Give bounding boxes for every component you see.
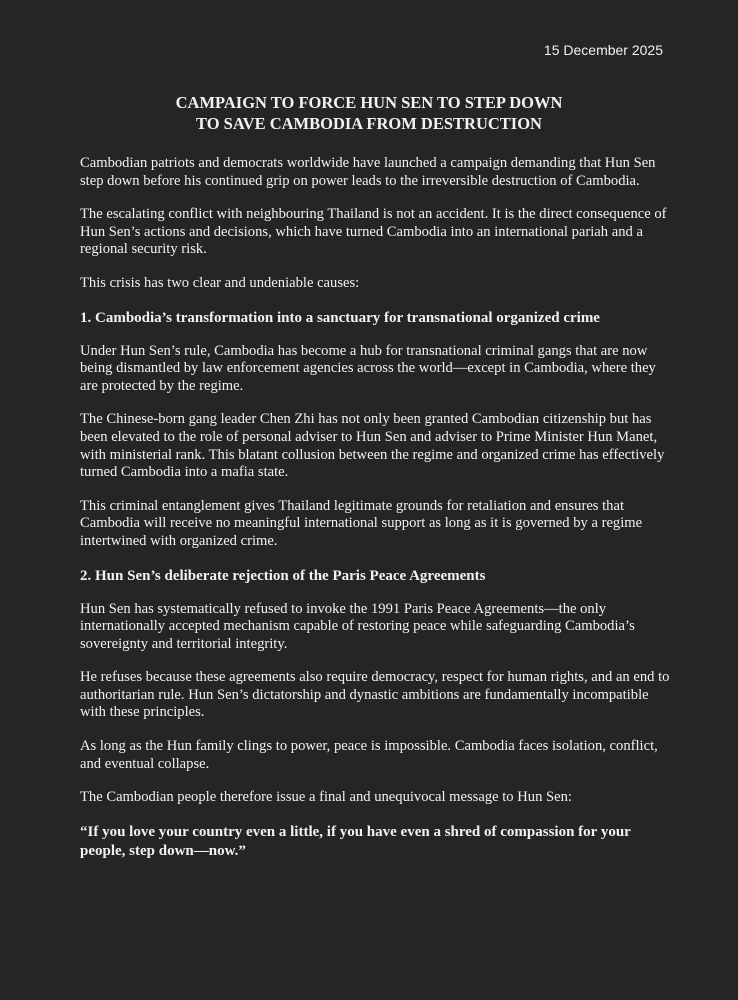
heading-cause-2: 2. Hun Sen’s deliberate rejection of the Paris Peace Agreements	[80, 567, 486, 584]
paragraph-criminal-hub: Under Hun Sen’s rule, Cambodia has become a hub for transnational criminal gangs that are now being dismantled by law enforcement agencies across the world—except in Cambodia, where they are protected by the regime.	[80, 342, 656, 394]
paragraph-chen-zhi: The Chinese-born gang leader Chen Zhi has not only been granted Cambodian citizenship but has been elevated to the role of personal adviser to Hun Sen and adviser to Prime Minister Hun Manet, with ministerial rank. This blatant collusion between the regime and organized crime has effectively turned Cambodia into a mafia state.	[80, 411, 665, 481]
heading-cause-1: 1. Cambodia’s transformation into a sanctuary for transnational organized crime	[80, 309, 600, 326]
paragraph-causes: This crisis has two clear and undeniable causes:	[80, 274, 360, 291]
paragraph-conflict: The escalating conflict with neighbouring Thailand is not an accident. It is the direct consequence of Hun Sen’s actions and decisions, which have turned Cambodia into an international pariah and a regional security risk.	[80, 206, 667, 258]
paragraph-intro: Cambodian patriots and democrats worldwide have launched a campaign demanding that Hun Sen step down before his continued grip on power leads to the irreversible destruction of Cambodia.	[80, 155, 656, 189]
document-body	[80, 155, 670, 877]
title-line-2: TO SAVE CAMBODIA FROM DESTRUCTION	[196, 114, 542, 133]
paragraph-hun-family: As long as the Hun family clings to power, peace is impossible. Cambodia faces isolation, conflict, and eventual collapse.	[80, 738, 658, 772]
paragraph-final-message: The Cambodian people therefore issue a final and unequivocal message to Hun Sen:	[80, 789, 572, 806]
document-title	[0, 92, 738, 134]
paragraph-entanglement: This criminal entanglement gives Thailand legitimate grounds for retaliation and ensures that Cambodia will receive no meaningful international support as long as it is governed by a regime intertwined with organized crime.	[80, 497, 643, 549]
closing-quote: “If you love your country even a little, if you have even a shred of compassion for your people, step down—now.”	[80, 823, 631, 859]
document-date: 15 December 2025	[543, 42, 663, 58]
title-line-1: CAMPAIGN TO FORCE HUN SEN TO STEP DOWN	[175, 93, 563, 112]
paragraph-paris-agreements: Hun Sen has systematically refused to invoke the 1991 Paris Peace Agreements—the only internationally accepted mechanism capable of restoring peace while safeguarding Cambodia’s sovereignty and territorial integrity.	[80, 600, 635, 652]
paragraph-refusal: He refuses because these agreements also require democracy, respect for human rights, and an end to authoritarian rule. Hun Sen’s dictatorship and dynastic ambitions are fundamentally incompatible with these principles.	[80, 669, 670, 721]
